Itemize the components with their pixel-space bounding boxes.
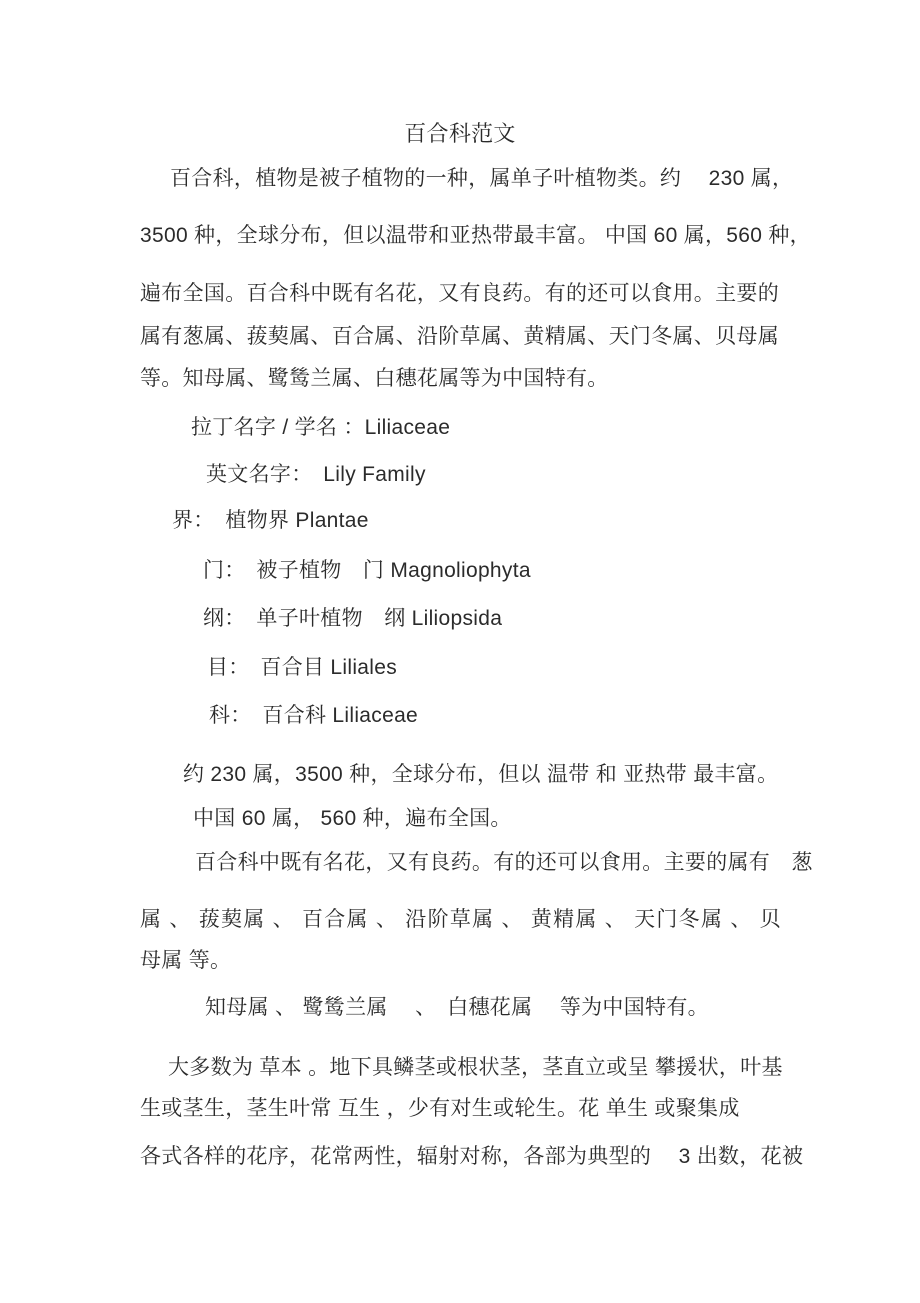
genera-line-2: 属 、 菝葜属 、 百合属 、 沿阶草属 、 黄精属 、 天门冬属 、 贝 <box>140 908 781 931</box>
intro-line-4: 属有葱属、菝葜属、百合属、沿阶草属、黄精属、天门冬属、贝母属 <box>140 325 779 348</box>
genera-line-1: 百合科中既有名花，又有良药。有的还可以食用。主要的属有 葱 <box>195 851 813 874</box>
intro-line-2: 3500 种，全球分布，但以温带和亚热带最丰富。 中国 60 属，560 种， <box>140 224 811 247</box>
endemic-genera-line: 知母属 、 鹭鸶兰属 、 白穗花属 等为中国特有。 <box>205 996 709 1019</box>
morphology-line-3: 各式各样的花序，花常两性，辐射对称，各部为典型的 3 出数，花被 <box>140 1145 804 1168</box>
morphology-line-2: 生或茎生，茎生叶常 互生 ，少有对生或轮生。花 单生 或聚集成 <box>140 1097 740 1120</box>
english-name-line: 英文名字： Lily Family <box>206 463 426 486</box>
document-title: 百合科范文 <box>404 121 516 146</box>
morphology-line-1: 大多数为 草本 。地下具鳞茎或根状茎，茎直立或呈 攀援状，叶基 <box>168 1056 783 1079</box>
intro-line-5: 等。知母属、鹭鸶兰属、白穗花属等为中国特有。 <box>140 367 609 390</box>
intro-line-3: 遍布全国。百合科中既有名花，又有良药。有的还可以食用。主要的 <box>140 282 779 305</box>
class-line: 纲： 单子叶植物 纲 Liliopsida <box>203 607 503 630</box>
phylum-line: 门： 被子植物 门 Magnoliophyta <box>203 559 531 582</box>
intro-line-1: 百合科，植物是被子植物的一种，属单子叶植物类。约 230 属， <box>170 167 794 190</box>
order-line: 目： 百合目 Liliales <box>207 656 398 679</box>
stats-line-2: 中国 60 属， 560 种，遍布全国。 <box>193 807 512 830</box>
family-line: 科： 百合科 Liliaceae <box>209 704 419 727</box>
stats-line-1: 约 230 属，3500 种，全球分布，但以 温带 和 亚热带 最丰富。 <box>183 763 779 786</box>
latin-name-line: 拉丁名字 / 学名 ：Liliaceae <box>191 416 451 439</box>
genera-line-3: 母属 等。 <box>140 949 232 972</box>
kingdom-line: 界： 植物界 Plantae <box>172 509 369 532</box>
